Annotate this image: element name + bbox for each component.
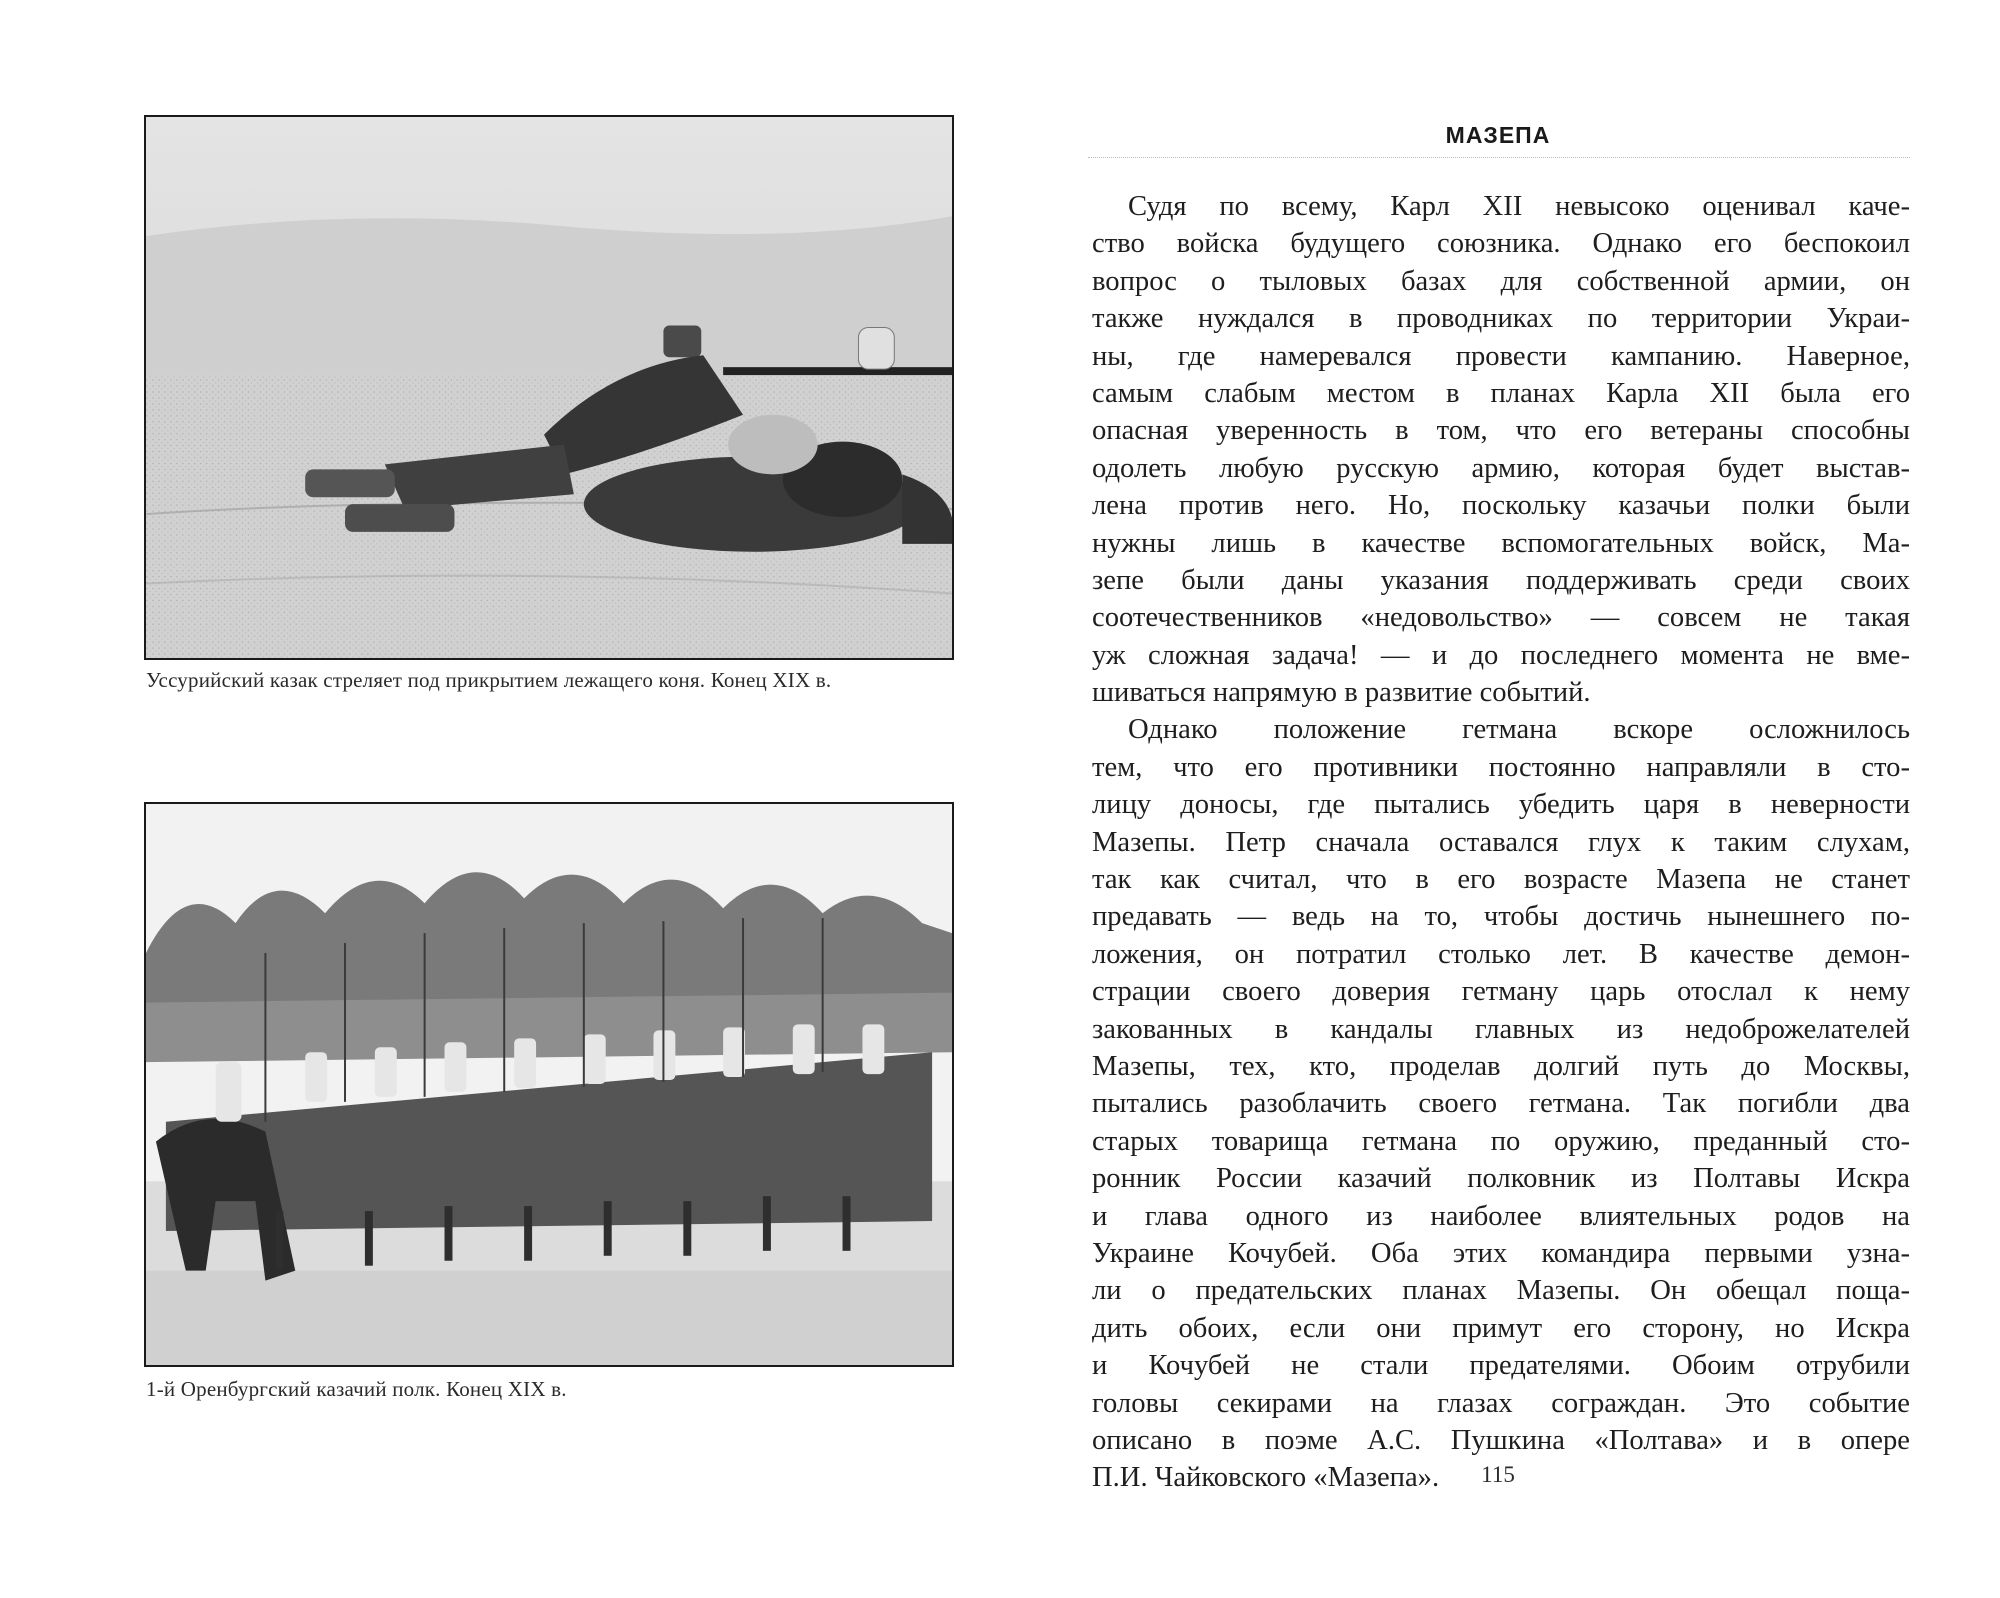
page-number: 115: [1481, 1462, 1515, 1487]
text-line: П.И. Чайковского «Мазепа».: [1092, 1462, 1440, 1494]
text-line: ли о предательских планах Мазепы. Он обещал поща-: [1092, 1275, 1910, 1307]
text-line: опасная уверенность в том, что его ветераны способны: [1092, 415, 1910, 447]
text-line: ложения, он потратил столько лет. В качестве демон-: [1092, 938, 1910, 970]
text-line: дить обоих, если они примут его сторону, но Искра: [1092, 1312, 1910, 1344]
text-line: и глава одного из наиболее влиятельных родов на: [1092, 1200, 1910, 1232]
ussuri-cossack-illustration: [146, 117, 952, 658]
text-line: Мазепы. Петр сначала оставался глух к таким слухам,: [1092, 826, 1910, 858]
text-line: ронник России казачий полковник из Полтавы Искра: [1092, 1163, 1910, 1195]
text-line: Однако положение гетмана вскоре осложнилось: [1128, 714, 1910, 746]
text-line: описано в поэме А.С. Пушкина «Полтава» и в опере: [1092, 1424, 1910, 1456]
photo-orenburg-regiment: [144, 802, 954, 1367]
text-line: и Кочубей не стали предателями. Обоим отрубили: [1092, 1350, 1910, 1382]
text-line: зепе были даны указания поддерживать среди своих: [1092, 564, 1910, 596]
text-line: нужны лишь в качестве вспомогательных войск, Ма-: [1092, 527, 1910, 559]
text-line: Украине Кочубей. Оба этих командира первыми узна-: [1092, 1237, 1910, 1269]
photo-caption-top: Уссурийский казак стреляет под прикрытием лежащего коня. Конец XIX в.: [146, 668, 832, 692]
text-line: вопрос о тыловых базах для собственной армии, он: [1092, 265, 1910, 297]
running-head: МАЗЕПА: [1445, 122, 1551, 148]
text-line: старых товарища гетмана по оружию, преданный сто-: [1092, 1125, 1910, 1157]
text-line: лена против него. Но, поскольку казачьи полки были: [1092, 490, 1910, 522]
orenburg-regiment-illustration: [146, 804, 952, 1365]
body-text: [1092, 188, 1910, 1497]
text-line: одолеть любую русскую армию, которая будет выстав-: [1092, 452, 1910, 484]
running-head-rule: [1088, 157, 1910, 158]
text-line: уж сложная задача! — и до последнего момента не вме-: [1092, 639, 1910, 671]
text-line: так как считал, что в его возрасте Мазепа не станет: [1092, 864, 1910, 896]
text-line: лицу доносы, где пытались убедить царя в неверности: [1092, 789, 1910, 821]
photo-ussuri-cossack: [144, 115, 954, 660]
photo-caption-bottom: 1-й Оренбургский казачий полк. Конец XIX в.: [146, 1377, 567, 1401]
text-line: ство войска будущего союзника. Однако его беспокоил: [1092, 228, 1910, 260]
text-line: закованных в кандалы главных из недоброжелателей: [1092, 1013, 1910, 1045]
text-line: соотечественников «недовольство» — совсем не такая: [1092, 602, 1910, 634]
text-line: Мазепы, тех, кто, проделав долгий путь до Москвы,: [1092, 1050, 1910, 1082]
text-line: предавать — ведь на то, чтобы достичь нынешнего по-: [1092, 901, 1910, 933]
text-line: головы секирами на глазах сограждан. Это событие: [1092, 1387, 1910, 1419]
text-line: шиваться напрямую в развитие событий.: [1092, 677, 1591, 709]
text-line: тем, что его противники постоянно направляли в сто-: [1092, 751, 1910, 783]
text-line: также нуждался в проводниках по территории Украи-: [1092, 303, 1910, 335]
text-line: Судя по всему, Карл XII невысоко оценивал каче-: [1128, 191, 1910, 222]
text-line: пытались разоблачить своего гетмана. Так погибли два: [1092, 1088, 1910, 1120]
text-line: ны, где намеревался провести кампанию. Наверное,: [1092, 340, 1910, 372]
text-line: самым слабым местом в планах Карла XII была его: [1092, 377, 1910, 409]
text-line: страции своего доверия гетману царь отослал к нему: [1092, 976, 1910, 1008]
